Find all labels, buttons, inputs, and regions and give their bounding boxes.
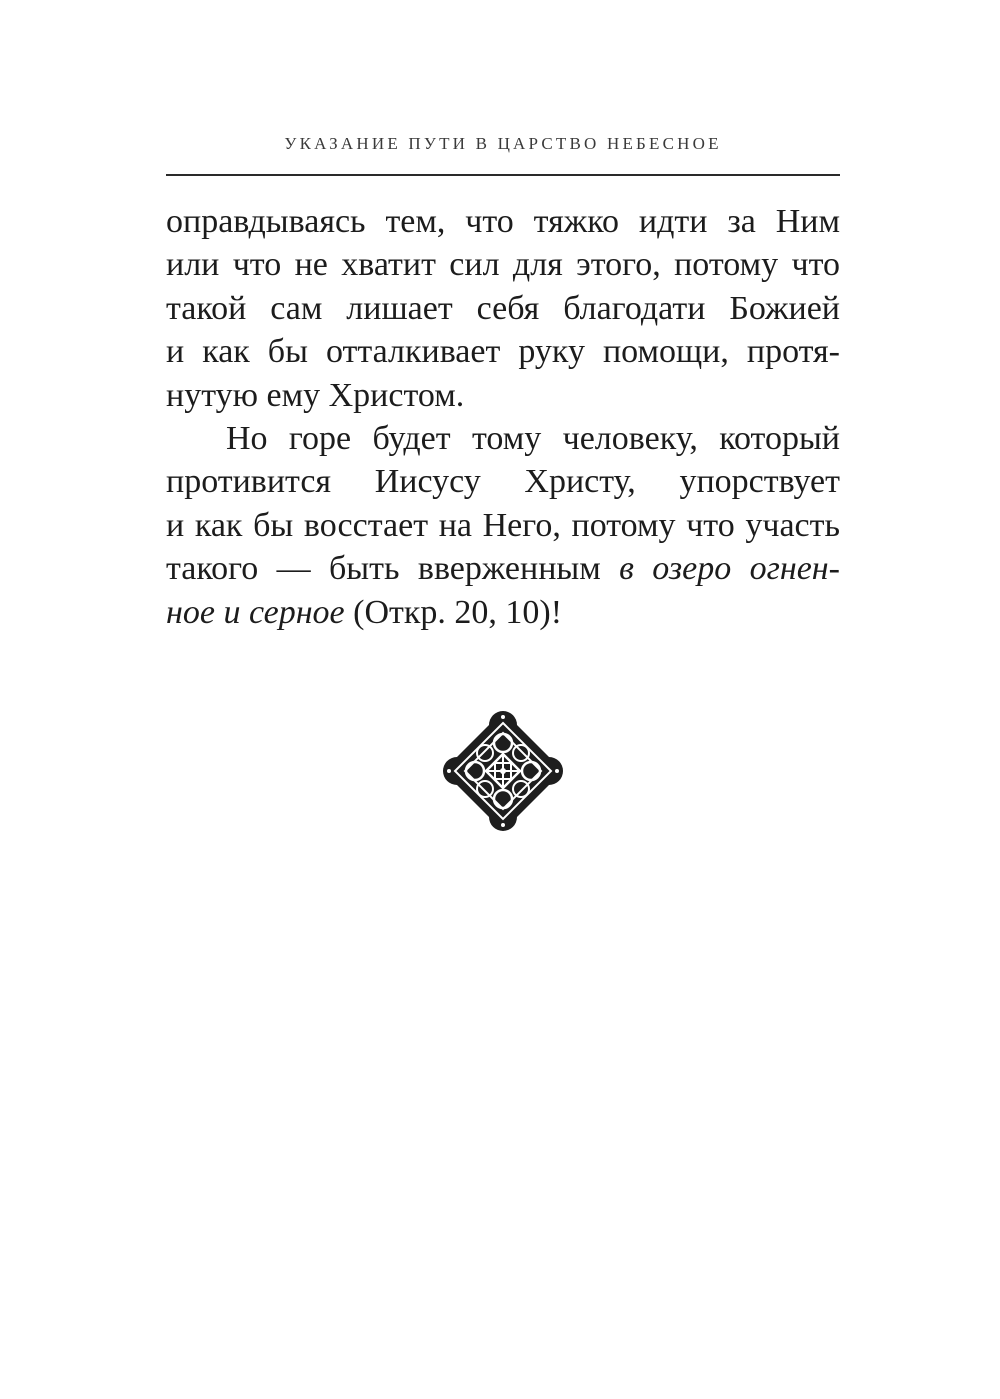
text-line: и как бы восстает на Него, потому что участь bbox=[166, 506, 840, 544]
body-text bbox=[166, 200, 840, 634]
text-line: нутую ему Христом. bbox=[166, 376, 465, 414]
text-line bbox=[166, 591, 840, 634]
text-line bbox=[166, 547, 840, 590]
italic-quote: в озеро огнен- bbox=[619, 550, 840, 588]
text-line: и как бы отталкивает руку помощи, протя- bbox=[166, 333, 840, 371]
italic-quote: ное и серное bbox=[166, 593, 345, 631]
celtic-knot-ornament-icon bbox=[441, 709, 565, 833]
running-head: УКАЗАНИЕ ПУТИ В ЦАРСТВО НЕБЕСНОЕ bbox=[284, 134, 722, 153]
scripture-reference: (Откр. 20, 10)! bbox=[344, 593, 563, 631]
text-line: Но горе будет тому человеку, который bbox=[226, 419, 840, 457]
text-line: такой сам лишает себя благодати Божией bbox=[166, 289, 840, 327]
text-line: оправдываясь тем, что тяжко идти за Ним bbox=[166, 203, 840, 240]
text-run: такого — быть вверженным bbox=[166, 550, 620, 588]
text-line: противится Иисусу Христу, упорствует bbox=[166, 463, 840, 501]
text-line: или что не хватит сил для этого, потому что bbox=[166, 246, 840, 284]
header-rule bbox=[166, 174, 840, 176]
